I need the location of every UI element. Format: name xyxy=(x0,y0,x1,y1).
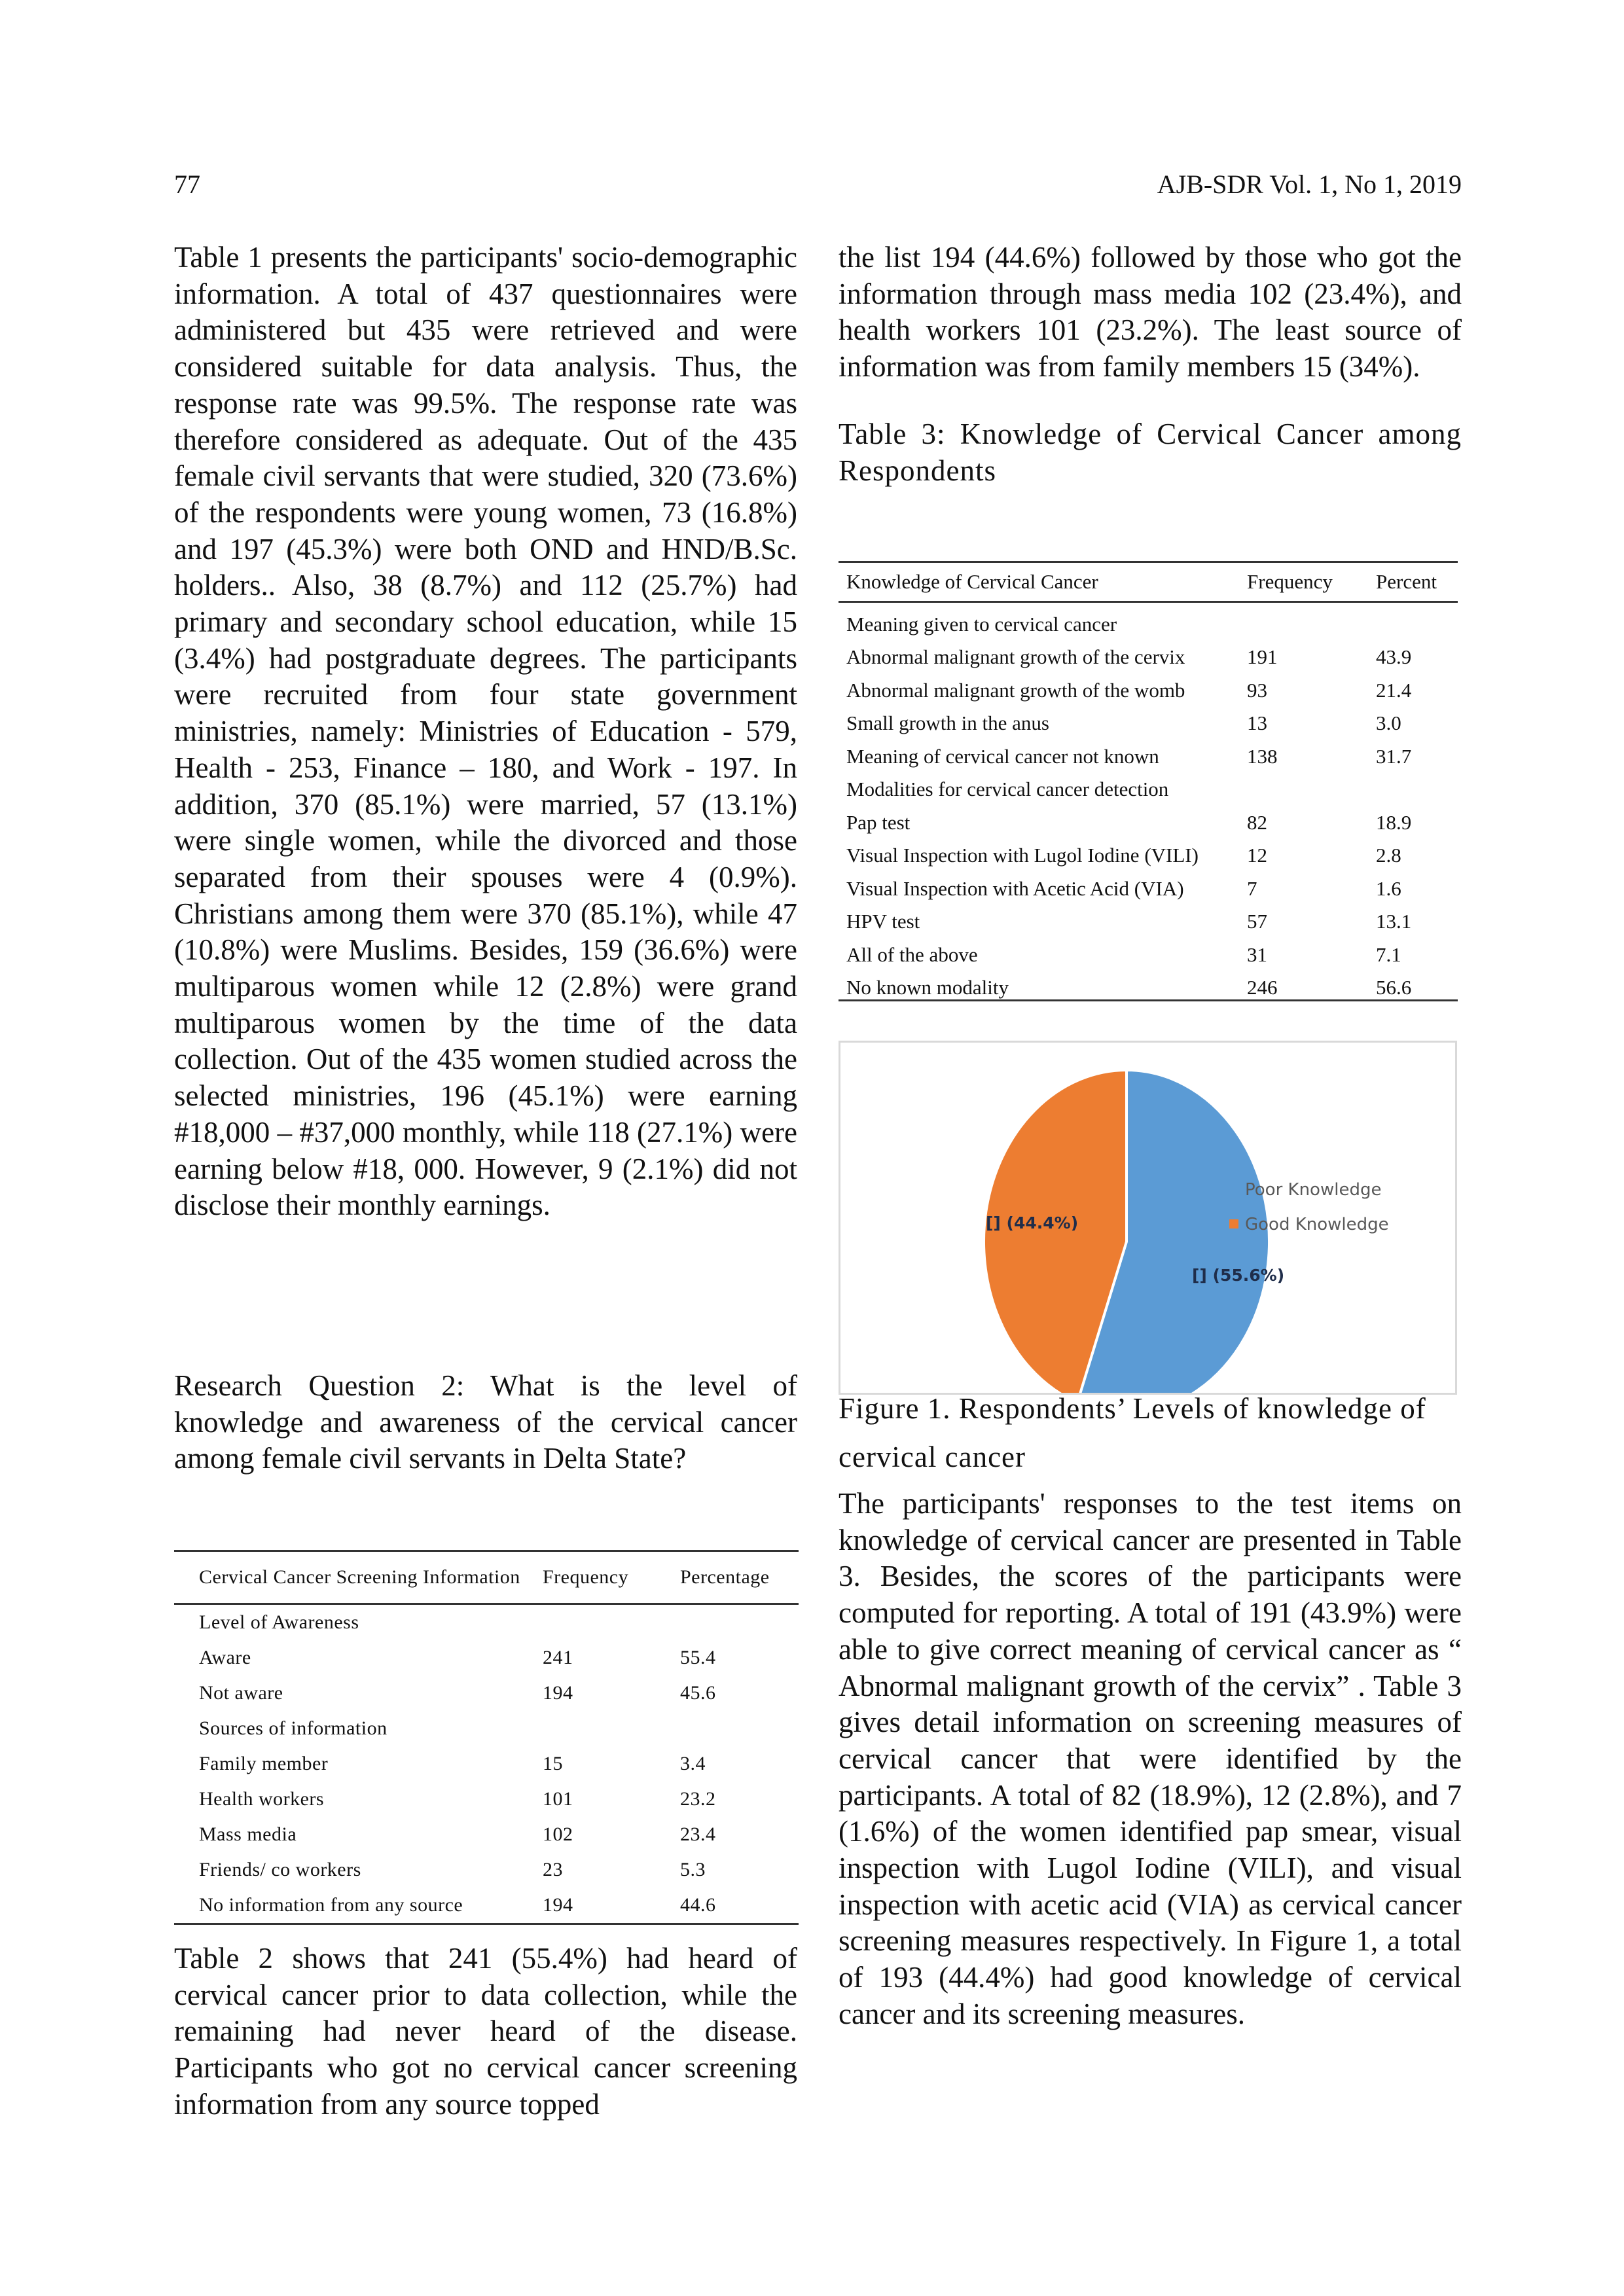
journal-header: AJB-SDR Vol. 1, No 1, 2019 xyxy=(1157,170,1462,199)
table-row xyxy=(839,669,1458,702)
percent-cell: 31.7 xyxy=(1376,744,1412,768)
table-section-row xyxy=(174,1711,799,1746)
pie-chart-svg xyxy=(840,1043,1455,1393)
frequency-cell: 194 xyxy=(543,1894,573,1916)
percent-cell: 44.6 xyxy=(680,1894,716,1916)
row-label: Mass media xyxy=(199,1823,297,1845)
percent-cell xyxy=(680,1604,799,1641)
frequency-cell xyxy=(543,1711,680,1746)
row-label: Not aware xyxy=(199,1682,283,1704)
column-header: Frequency xyxy=(1247,570,1333,593)
percent-cell: 21.4 xyxy=(1376,678,1412,702)
column-header: Frequency xyxy=(543,1566,629,1588)
percent-cell: 7.1 xyxy=(1376,942,1401,966)
column-header: Percent xyxy=(1376,570,1437,593)
row-label: Meaning given to cervical cancer xyxy=(846,612,1117,636)
body-paragraph: Table 1 presents the participants' socio-demographic information. A total of 437 questionnaires were administered but 435 were retrieved and were considered suitable for data analysis. Thus, the response rate was 99.5%. The response rate was therefore considered as adequate. Out of the 435 female civil servants that were studied, 320 (73.6%) of the respondents were young women, 73 (16.8%) and 197 (45.3%) were both OND and HND/B.Sc. holders.. Also, 38 (8.7%) and 112 (25.7%) had primary and secondary school education, while 15 (3.4%) had postgraduate degrees. The participants were recruited from four state government ministries, namely: Ministries of Education - 579, Health - 253, Finance – 180, and Work - 197. In addition, 370 (85.1%) were married, 57 (13.1%) were single women, while the divorced and those separated from their spouses were 4 (0.9%). Christians among them were 370 (85.1%), while 47 (10.8%) were Muslims. Besides, 159 (36.6%) were multiparous women while 12 (2.8%) were grand multiparous women by the time of the data collection. Out of the 435 women studied across the selected ministries, 196 (45.1%) were earning #18,000 – #37,000 monthly, while 118 (27.1%) were earning below #18, 000. However, 9 (2.1%) did not disclose their monthly earnings. xyxy=(174,241,797,1222)
table-row xyxy=(174,1852,799,1888)
frequency-cell: 23 xyxy=(543,1859,563,1880)
frequency-cell: 12 xyxy=(1247,844,1267,867)
frequency-cell: 57 xyxy=(1247,910,1267,933)
table-section-row xyxy=(839,768,1458,802)
figure-1-chart xyxy=(839,1041,1457,1395)
table-row xyxy=(174,1640,799,1676)
body-paragraph: The participants' responses to the test items on knowledge of cervical cancer are presented in Table 3. Besides, the scores of the participants were computed for reporting. A total of 191 (43.9%) were able to give correct meaning of cervical cancer as “ Abnormal malignant growth of the cervix” . Table 3 gives detail information on screening measures of cervical cancer that were identified by the participants. A total of 82 (18.9%), 12 (2.8%), and 7 (1.6%) of the women identified pap smear, visual inspection with Lugol Iodine (VILI), and visual inspection with acetic acid (VIA) as cervical cancer screening measures respectively. In Figure 1, a total of 193 (44.4%) had good knowledge of cervical cancer and its screening measures. xyxy=(839,1487,1462,2030)
frequency-cell: 246 xyxy=(1247,976,1278,999)
legend-label: Poor Knowledge xyxy=(1245,1180,1382,1200)
frequency-cell: 13 xyxy=(1247,711,1267,734)
table-3 xyxy=(839,561,1458,1001)
table-2 xyxy=(174,1550,799,1925)
percent-cell: 18.9 xyxy=(1376,810,1412,834)
percent-cell: 23.2 xyxy=(680,1788,716,1810)
percent-cell xyxy=(680,1711,799,1746)
row-label: Visual Inspection with Acetic Acid (VIA) xyxy=(846,876,1184,900)
percent-cell: 43.9 xyxy=(1376,645,1412,668)
frequency-cell xyxy=(1239,768,1368,802)
table-section-row xyxy=(174,1604,799,1641)
table-row xyxy=(839,967,1458,1001)
table-row xyxy=(839,702,1458,736)
table-row xyxy=(174,1782,799,1817)
row-label: Friends/ co workers xyxy=(199,1859,361,1880)
frequency-cell: 138 xyxy=(1247,744,1278,768)
table-row xyxy=(174,1817,799,1852)
table-row xyxy=(174,1676,799,1711)
table-row xyxy=(839,636,1458,670)
right-column xyxy=(839,240,1462,489)
percent-cell: 13.1 xyxy=(1376,910,1412,933)
table-row xyxy=(839,735,1458,768)
frequency-cell: 93 xyxy=(1247,678,1267,702)
row-label: No information from any source xyxy=(199,1894,463,1916)
percent-cell: 56.6 xyxy=(1376,976,1412,999)
body-paragraph: Table 2 shows that 241 (55.4%) had heard of cervical cancer prior to data collection, while the remaining had never heard of the disease. Participants who got no cervical cancer screening information from any source topped xyxy=(174,1942,797,2121)
percent-cell: 1.6 xyxy=(1376,876,1401,900)
table-row xyxy=(174,1888,799,1924)
frequency-cell xyxy=(543,1604,680,1641)
column-header: Percentage xyxy=(680,1566,770,1588)
table-row xyxy=(839,867,1458,901)
percent-cell: 3.4 xyxy=(680,1753,706,1774)
table-row xyxy=(839,801,1458,834)
legend-label: Good Knowledge xyxy=(1245,1215,1389,1234)
table-3-caption: Table 3: Knowledge of Cervical Cancer among Respondents xyxy=(839,417,1462,487)
page-number: 77 xyxy=(174,170,200,199)
frequency-cell: 15 xyxy=(543,1753,563,1774)
row-label: No known modality xyxy=(846,976,1009,999)
percent-cell: 23.4 xyxy=(680,1823,716,1845)
legend-swatch xyxy=(1229,1219,1238,1229)
frequency-cell: 101 xyxy=(543,1788,573,1810)
percent-cell: 2.8 xyxy=(1376,844,1401,867)
table-header-row xyxy=(174,1551,799,1604)
row-label: Family member xyxy=(199,1753,329,1774)
row-label: All of the above xyxy=(846,942,978,966)
row-label: Modalities for cervical cancer detection xyxy=(846,778,1169,800)
left-column xyxy=(174,240,797,1224)
frequency-cell: 102 xyxy=(543,1823,573,1845)
row-label: Aware xyxy=(199,1647,251,1668)
row-label: HPV test xyxy=(846,910,920,933)
row-label: Small growth in the anus xyxy=(846,711,1049,734)
row-label: Health workers xyxy=(199,1788,325,1810)
row-label: Abnormal malignant growth of the womb xyxy=(846,678,1185,702)
row-label: Sources of information xyxy=(199,1717,388,1739)
row-label: Meaning of cervical cancer not known xyxy=(846,744,1159,768)
percent-cell: 3.0 xyxy=(1376,711,1401,734)
frequency-cell: 191 xyxy=(1247,645,1278,668)
row-label: Pap test xyxy=(846,810,911,834)
table-row xyxy=(174,1746,799,1782)
percent-cell: 45.6 xyxy=(680,1682,716,1704)
table-row xyxy=(839,933,1458,967)
frequency-cell: 241 xyxy=(543,1647,573,1668)
research-question: Research Question 2: What is the level of knowledge and awareness of the cervical cancer among female civil servants in Delta State? xyxy=(174,1369,797,1475)
column-header: Knowledge of Cervical Cancer xyxy=(846,570,1098,593)
table-header-row xyxy=(839,562,1458,602)
frequency-cell xyxy=(1239,602,1368,636)
pie-data-label: [] (55.6%) xyxy=(1192,1266,1285,1285)
figure-caption: Figure 1. Respondents’ Levels of knowledge of cervical cancer xyxy=(839,1392,1426,1473)
table-row xyxy=(839,901,1458,934)
percent-cell xyxy=(1368,768,1458,802)
pie-data-label: [] (44.4%) xyxy=(986,1213,1079,1232)
row-label: Level of Awareness xyxy=(199,1611,359,1633)
frequency-cell: 7 xyxy=(1247,876,1257,900)
table-section-row xyxy=(839,602,1458,636)
column-header: Cervical Cancer Screening Information xyxy=(199,1566,520,1588)
percent-cell xyxy=(1368,602,1458,636)
percent-cell: 55.4 xyxy=(680,1647,716,1668)
frequency-cell: 194 xyxy=(543,1682,573,1704)
frequency-cell: 82 xyxy=(1247,810,1267,834)
legend-swatch xyxy=(1229,1185,1238,1194)
table-row xyxy=(839,834,1458,868)
row-label: Abnormal malignant growth of the cervix xyxy=(846,645,1185,668)
body-paragraph: the list 194 (44.6%) followed by those who got the information through mass media 102 (23.4%), and health workers 101 (23.2%). The least source of information was from family members 15 (34%). xyxy=(839,241,1462,384)
frequency-cell: 31 xyxy=(1247,942,1267,966)
percent-cell: 5.3 xyxy=(680,1859,706,1880)
row-label: Visual Inspection with Lugol Iodine (VILI) xyxy=(846,844,1199,867)
